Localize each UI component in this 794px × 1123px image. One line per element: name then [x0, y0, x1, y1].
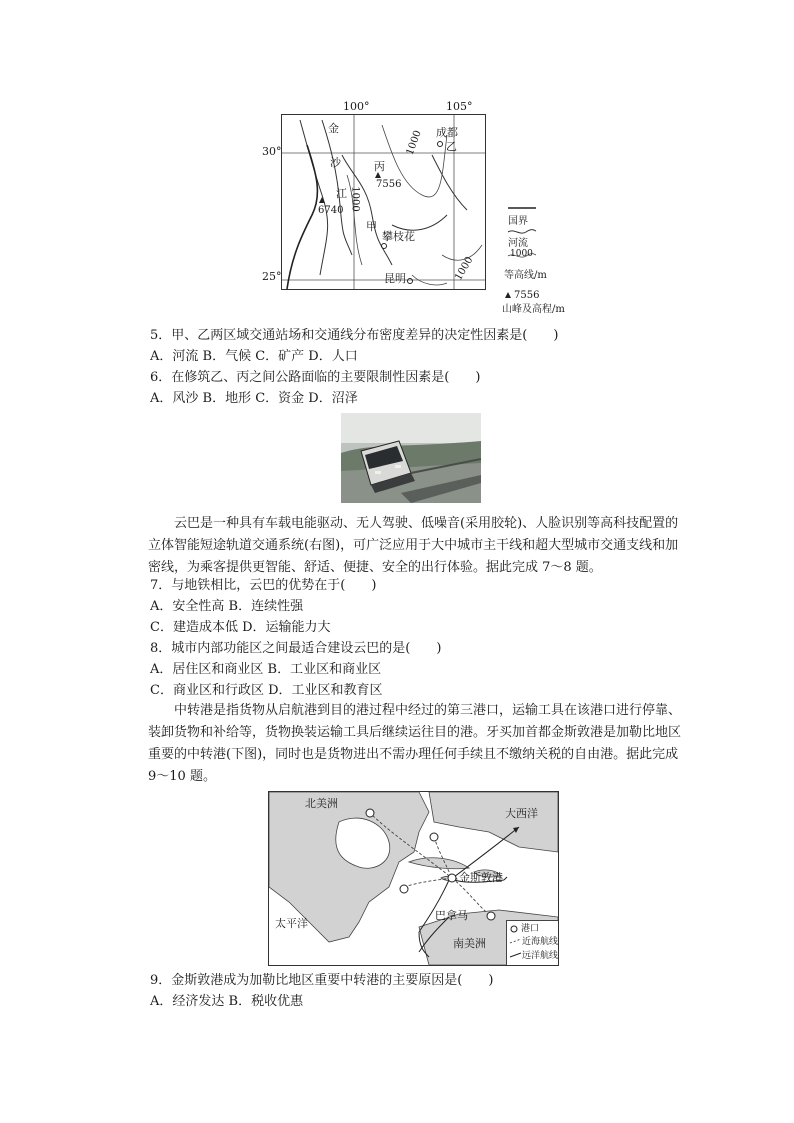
- label-jia: 甲: [366, 220, 377, 233]
- legend-peak-value: 7556: [514, 290, 540, 301]
- question-6: 6．在修筑乙、丙之间公路面临的主要限制性因素是( ): [150, 370, 481, 385]
- label-panama: 巴拿马: [435, 909, 468, 922]
- legend-border-label: 国界: [508, 216, 528, 227]
- question-7-options-2: C．建造成本低 D．运输能力大: [150, 620, 331, 635]
- cloudrail-photo: [341, 413, 481, 503]
- question-8: 8．城市内部功能区之间最适合建设云巴的是( ): [150, 641, 442, 656]
- legend-river-label: 河流: [508, 238, 528, 249]
- label-kingston: 金斯敦港: [459, 871, 503, 884]
- question-8-options-2: C．商业区和行政区 D．工业区和教育区: [150, 683, 383, 698]
- legend-contour-value: 1000: [510, 249, 533, 259]
- contour-label-2: 1000: [404, 128, 424, 157]
- question-5-options: A．河流 B．气候 C．矿产 D．人口: [150, 349, 358, 364]
- map1-legend: [500, 204, 570, 316]
- contour-label-3: 1000: [453, 254, 476, 283]
- question-7: 7．与地铁相比，云巴的优势在于( ): [150, 578, 377, 593]
- lat-label-25: 25°: [262, 270, 282, 283]
- label-peak-7556: 7556: [376, 179, 402, 190]
- sichuan-yunnan-map: [281, 114, 486, 290]
- question-8-options-1: A．居住区和商业区 B．工业区和商业区: [150, 662, 382, 677]
- label-yi: 乙: [446, 140, 457, 153]
- question-6-options: A．风沙 B．地形 C．资金 D．沼泽: [150, 391, 358, 406]
- label-south-america: 南美洲: [453, 937, 486, 950]
- lon-label-105: 105°: [446, 100, 473, 113]
- cloudrail-paragraph: 云巴是一种具有车载电能驱动、无人驾驶、低噪音(采用胶轮)、人脸识别等高科技配置的立体智能短途轨道交通系统(右图)，可广泛应用于大中城市主干线和超大型城市交通支线和加密线，为乘客提供更智能、舒适、便捷、安全的出行体验。据此完成 7～8 题。: [148, 516, 679, 575]
- question-5: 5．甲、乙两区域交通站场和交通线分布密度差异的决定性因素是( ): [150, 328, 559, 343]
- legend-ocean: 远洋航线: [522, 951, 559, 961]
- label-panzhihua: 攀枝花: [382, 230, 415, 243]
- label-pacific: 太平洋: [275, 917, 308, 930]
- lat-label-30-outer: 30°: [262, 145, 282, 158]
- transshipment-paragraph: 中转港是指货物从启航港到目的港过程中经过的第三港口，运输工具在该港口进行停靠、装卸货物和补给等，货物换装运输工具后继续运往目的港。牙买加首都金斯敦港是加勒比地区重要的中转港(下图)，同时也是货物进出不需办理任何手续且不缴纳关税的自由港。据此完成 9～10 题。: [148, 703, 682, 784]
- lon-label-100: 100°: [343, 100, 370, 113]
- label-jin: 金: [328, 122, 339, 135]
- question-7-options-1: A．安全性高 B．连续性强: [150, 599, 304, 614]
- label-kunming: 昆明: [384, 272, 406, 285]
- map2-legend: [506, 920, 559, 966]
- legend-coastal: 近海航线: [522, 937, 559, 947]
- label-peak-6740: 6740: [318, 205, 344, 216]
- question-9: 9．金斯敦港成为加勒比地区重要中转港的主要原因是( ): [150, 973, 494, 988]
- caribbean-map: [268, 791, 559, 966]
- legend-contour-label: 等高线/m: [504, 270, 547, 281]
- legend-peak-label: 山峰及高程/m: [502, 304, 565, 315]
- label-jiang: 江: [336, 187, 347, 200]
- label-bing: 丙: [374, 160, 385, 173]
- legend-port: 港口: [521, 924, 540, 934]
- question-9-options: A．经济发达 B．税收优惠: [150, 994, 304, 1009]
- label-atlantic: 大西洋: [505, 807, 538, 820]
- contour-label-1: 1000: [349, 186, 361, 212]
- label-north-america: 北美洲: [305, 797, 338, 810]
- label-sha: 沙: [330, 156, 341, 169]
- label-chengdu: 成都: [436, 126, 458, 139]
- train-illustration: [341, 413, 481, 503]
